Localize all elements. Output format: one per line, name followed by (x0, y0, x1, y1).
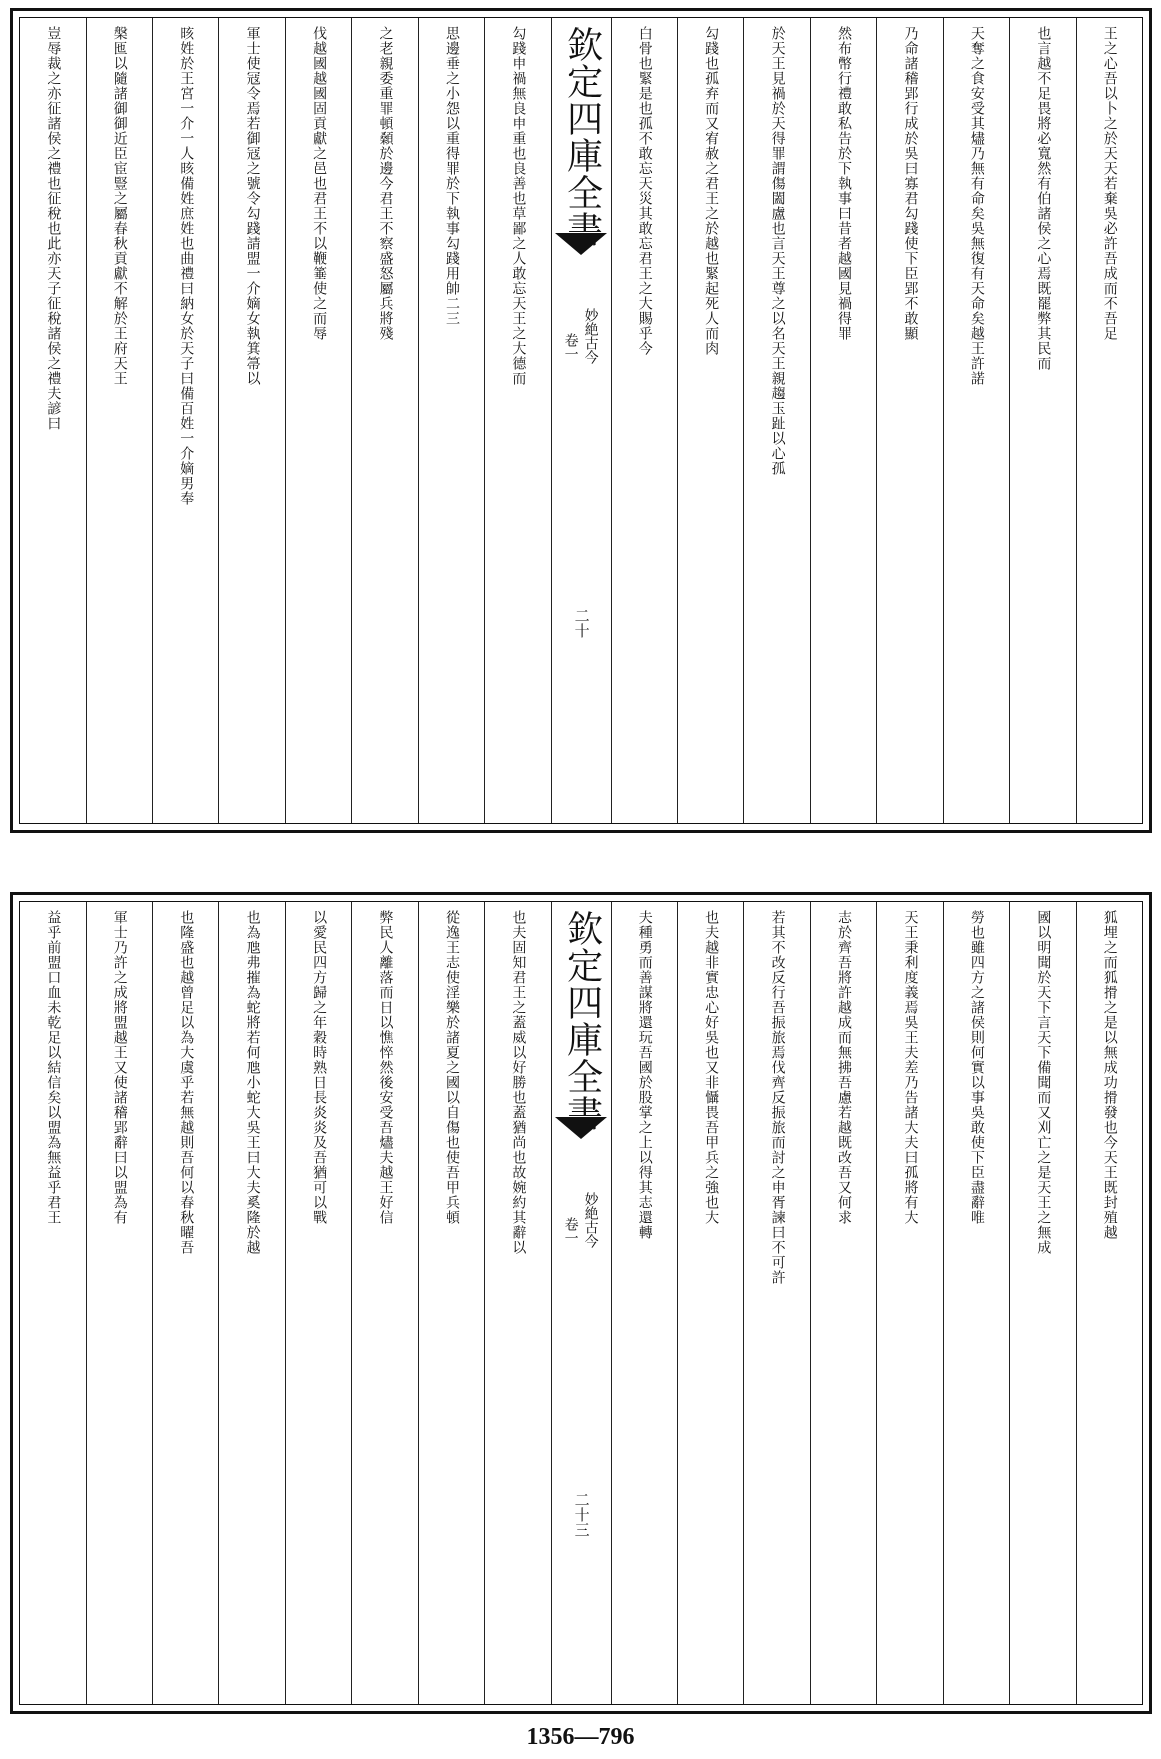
text-column (351, 902, 417, 1704)
column-text: 若其不改反行吾振旅焉伐齊反振旅而討之申胥諫曰不可許 (769, 910, 786, 1285)
text-column (152, 902, 218, 1704)
text-column (810, 902, 876, 1704)
text-column (677, 18, 743, 823)
column-text: 白骨也緊是也孤不敢忘天災其敢忘君王之大賜乎今 (636, 26, 653, 356)
bottom-text-columns (20, 902, 1142, 1704)
column-text: 之老親委重罪頓顙於邊今君王不察盛怒屬兵將殘 (377, 26, 394, 341)
column-text: 王之心吾以卜之於天天若棄吳必許吾成而不吾足 (1101, 26, 1118, 341)
bottom-page-frame (19, 901, 1143, 1705)
center-fold (551, 902, 611, 1704)
text-column (484, 18, 550, 823)
text-column (1009, 18, 1075, 823)
text-column (611, 18, 677, 823)
top-text-columns (20, 18, 1142, 823)
fishtail-mark (555, 1117, 607, 1139)
text-column (152, 18, 218, 823)
column-text: 軍士乃許之成將盟越王又使諸稽郢辭曰以盟為有 (111, 910, 128, 1225)
text-column (484, 902, 550, 1704)
text-column (743, 902, 809, 1704)
text-column (810, 18, 876, 823)
text-column (285, 18, 351, 823)
text-column (20, 902, 85, 1704)
text-column (20, 18, 85, 823)
column-text: 然布幣行禮敢私告於下執事曰昔者越國見禍得罪 (836, 26, 853, 341)
column-text: 豈辱裁之亦征諸侯之禮也征稅也此亦天子征稅諸侯之禮夫諺曰 (45, 26, 62, 431)
column-text: 也隆盛也越曾足以為大虞乎若無越則吾何以春秋曜吾 (178, 910, 195, 1255)
page-code: 1356—796 (526, 1724, 635, 1750)
text-column (943, 902, 1009, 1704)
book-title: 欽定四庫全書 (561, 910, 603, 1132)
column-text: 益乎前盟口血未乾足以結信矣以盟為無益乎君王 (45, 910, 62, 1225)
column-text: 勞也雖四方之諸侯則何實以事吳敢使下臣盡辭唯 (968, 910, 985, 1225)
text-column (1076, 902, 1142, 1704)
column-text: 志於齊吾將許越成而無拂吾慮若越既改吾又何求 (836, 910, 853, 1225)
column-text: 狐埋之而狐搰之是以無成功搰發也今天王既封殖越 (1101, 910, 1118, 1240)
text-column (743, 18, 809, 823)
bottom-page (10, 892, 1152, 1714)
text-column (86, 902, 152, 1704)
folio-number: 二十 (572, 608, 591, 638)
column-text: 從逸王志使淫樂於諸夏之國以自傷也使吾甲兵頓 (443, 910, 460, 1225)
text-column (1076, 18, 1142, 823)
column-text: 也夫固知君王之蓋威以好勝也蓋猶尚也故婉約其辭以 (510, 910, 527, 1255)
column-text: 也言越不足畏將必寬然有伯諸侯之心焉既罷弊其民而 (1035, 26, 1052, 371)
folio-number: 二十三 (572, 1492, 591, 1537)
volume-label: 卷一 (562, 333, 579, 361)
top-page-frame (19, 17, 1143, 824)
column-text: 於天王見禍於天得罪謂傷闔盧也言天王尊之以名天王親趨玉趾以心孤 (769, 26, 786, 476)
column-text: 也為虺弗摧為蛇將若何虺小蛇大吳王曰大夫奚隆於越 (244, 910, 261, 1255)
column-text: 國以明聞於天下言天下備聞而又刈亡之是天王之無成 (1035, 910, 1052, 1255)
text-column (418, 902, 484, 1704)
text-column (876, 18, 942, 823)
column-text: 晐姓於王宮一介一人晐備姓庶姓也曲禮曰納女於天子曰備百姓一介嫡男奉 (178, 26, 195, 506)
column-text: 弊民人離落而日以憔悴然後安受吾燼夫越王好信 (377, 910, 394, 1225)
text-column (86, 18, 152, 823)
text-column (876, 902, 942, 1704)
book-title: 欽定四庫全書 (561, 26, 603, 248)
fishtail-mark (555, 233, 607, 255)
column-text: 乃命諸稽郢行成於吳曰寡君勾踐使下臣郢不敢顯 (902, 26, 919, 341)
collection-title: 妙絶古今 (582, 1192, 599, 1248)
column-text: 天王秉利度義焉吳王夫差乃告諸大夫曰孤將有大 (902, 910, 919, 1225)
column-text: 以愛民四方歸之年穀時熟日長炎炎及吾猶可以戰 (311, 910, 328, 1225)
column-text: 夫種勇而善謀將還玩吾國於股掌之上以得其志還轉 (636, 910, 653, 1240)
column-text: 槃匜以隨諸御御近臣宦豎之屬春秋貢獻不解於王府天王 (111, 26, 128, 386)
text-column (943, 18, 1009, 823)
text-column (677, 902, 743, 1704)
top-page (10, 8, 1152, 833)
text-column (418, 18, 484, 823)
text-column (351, 18, 417, 823)
column-text: 軍士使冦令焉若御冦之號令勾踐請盟一介嫡女執箕箒以 (244, 26, 261, 386)
text-column (285, 902, 351, 1704)
text-column (611, 902, 677, 1704)
column-text: 天奪之食安受其燼乃無有命矣吳無復有天命矣越王許諾 (968, 26, 985, 386)
column-text: 也夫越非實忠心好吳也又非懾畏吾甲兵之強也大 (703, 910, 720, 1225)
column-text: 思邊垂之小怨以重得罪於下執事勾踐用帥二三 (443, 26, 460, 326)
text-column (218, 18, 284, 823)
column-text: 勾踐申禍無良申重也良善也草鄙之人敢忘天王之大德而 (510, 26, 527, 386)
text-column (218, 902, 284, 1704)
column-text: 伐越國越國固貢獻之邑也君王不以鞭箠使之而辱 (311, 26, 328, 341)
center-fold (551, 18, 611, 823)
collection-title: 妙絶古今 (582, 308, 599, 364)
volume-label: 卷一 (562, 1217, 579, 1245)
column-text: 勾踐也孤弃而又宥赦之君王之於越也緊起死人而肉 (703, 26, 720, 356)
text-column (1009, 902, 1075, 1704)
